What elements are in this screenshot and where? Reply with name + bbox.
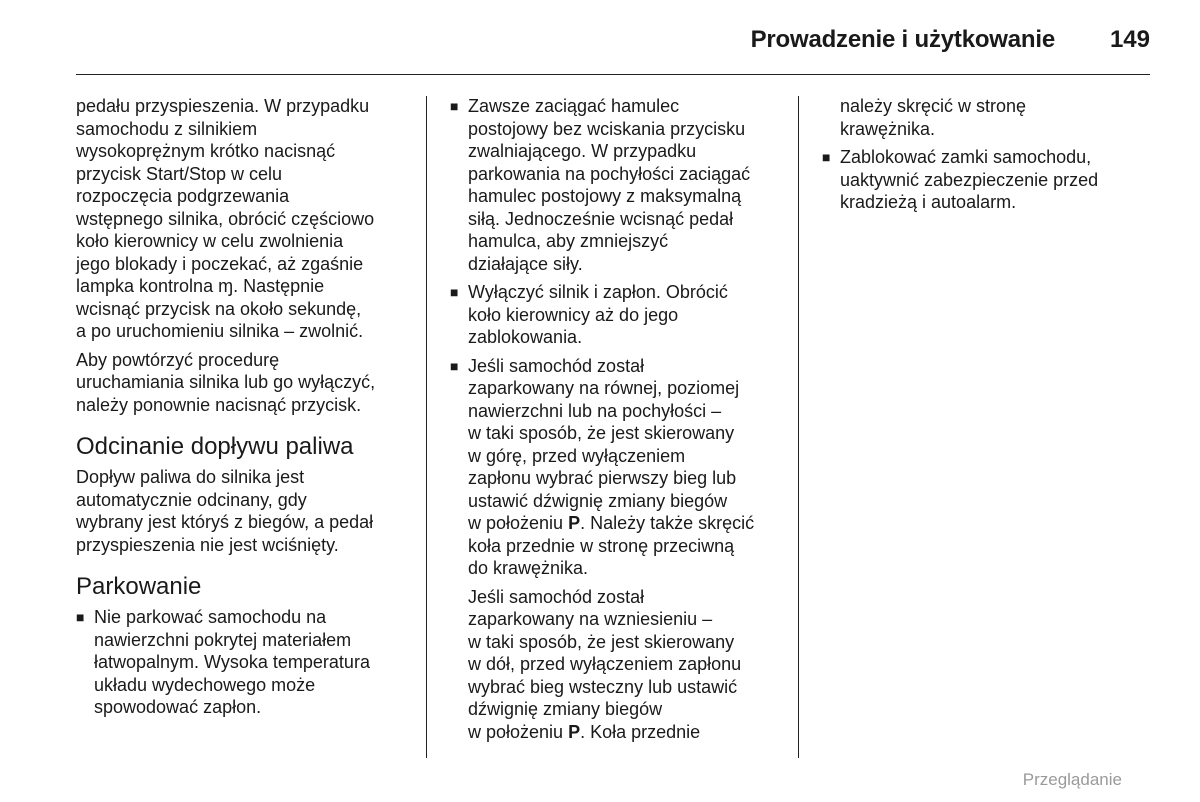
list-item-text: Nie parkować samochodu na nawierzchni pokrytej materiałem łatwopalnym. Wysoka temperatura układu wydechowego może spowodować zapłon. — [94, 607, 370, 717]
list-item-text: Zablokować zamki samochodu, uaktywnić zabezpieczenie przed kradzieżą i autoalarm. — [840, 147, 1099, 212]
gear-position-p: P — [568, 513, 581, 533]
paragraph-fuel-cutoff: Dopływ paliwa do silnika jest automatycznie odcinany, gdy wybrany jest któryś z biegów, a pedał przyspieszenia nie jest wciśnięty. — [76, 467, 374, 555]
column-3 — [822, 95, 1152, 220]
parking-list-continued — [450, 95, 790, 580]
column-divider-1 — [426, 96, 427, 758]
text-fragment: Jeśli samochód został zaparkowany na wzniesieniu – w taki sposób, że jest skierowany w dół, przed wyłączeniem zapłonu wybrać bieg wsteczny lub ustawić dźwignię zmiany biegów w położeniu — [468, 586, 742, 742]
page-number: 149 — [1109, 26, 1150, 53]
paragraph-start-stop — [76, 95, 411, 343]
list-item-continuation: należy skręcić w stronę krawężnika. — [840, 96, 1027, 139]
bullet-icon: ■ — [450, 284, 459, 300]
list-item — [450, 355, 790, 580]
list-item — [450, 95, 790, 275]
text-fragment: Jeśli samochód został zaparkowany na równej, poziomej nawierzchni lub na pochyłości – w taki sposób, że jest skierowany w górę, przed wyłączeniem zapłonu wybrać pierwszy bieg lub ustawić dźwignię zmiany biegów w położeniu — [468, 355, 740, 533]
list-item — [822, 146, 1152, 214]
list-item-continuation — [450, 586, 790, 744]
list-item-text: Wyłączyć silnik i zapłon. Obrócić koło kierownicy aż do jego zablokowania. — [468, 282, 728, 347]
watermark: Przeglądanie — [1022, 770, 1122, 789]
paragraph-repeat: Aby powtórzyć procedurę uruchamiania silnika lub go wyłączyć, należy ponownie nacisnąć przycisk. — [76, 349, 376, 415]
section-heading-fuel-cutoff: Odcinanie dopływu paliwa — [76, 433, 354, 460]
text-fragment: . Należy także skręcić koła przednie w stronę przeciwną do krawężnika. — [468, 513, 755, 578]
paragraph-text: . Następnie wcisnąć przycisk na około sekundę, a po uruchomieniu silnika – zwolnić. — [76, 276, 364, 341]
bullet-icon: ■ — [822, 149, 831, 165]
section-heading-parking: Parkowanie — [76, 573, 202, 600]
glow-plug-indicator-icon: ɱ — [218, 276, 234, 296]
bullet-icon: ■ — [76, 609, 85, 625]
column-1 — [76, 95, 411, 725]
text-fragment: . Koła przednie — [580, 721, 701, 742]
list-item — [76, 606, 411, 719]
parking-list — [76, 606, 411, 719]
column-2 — [450, 95, 790, 743]
bullet-icon: ■ — [450, 98, 459, 114]
header-divider — [76, 74, 1150, 75]
paragraph-text: pedału przyspieszenia. W przypadku samochodu z silnikiem wysokoprężnym krótko nacisnąć przycisk Start/Stop w celu rozpoczęcia podgrzewania wstępnego silnika, obrócić częściowo koło kierownicy w celu zwolnienia jego blokady i poczekać, aż zgaśnie lampka kontrolna — [76, 96, 375, 296]
list-item — [450, 281, 790, 349]
list-item-text: Zawsze zaciągać hamulec postojowy bez wciskania przycisku zwalniającego. W przypadku parkowania na pochyłości zaciągać hamulec postojowy z maksymalną siłą. Jednocześnie wcisnąć pedał hamulca, aby zmniejszyć działające siły. — [468, 96, 751, 274]
column-divider-2 — [798, 96, 799, 758]
list-item-text — [468, 356, 754, 579]
page-header-title: Prowadzenie i użytkowanie — [750, 26, 1055, 53]
parking-list-end — [822, 146, 1152, 214]
gear-position-p: P — [568, 721, 581, 742]
bullet-icon: ■ — [450, 357, 459, 374]
